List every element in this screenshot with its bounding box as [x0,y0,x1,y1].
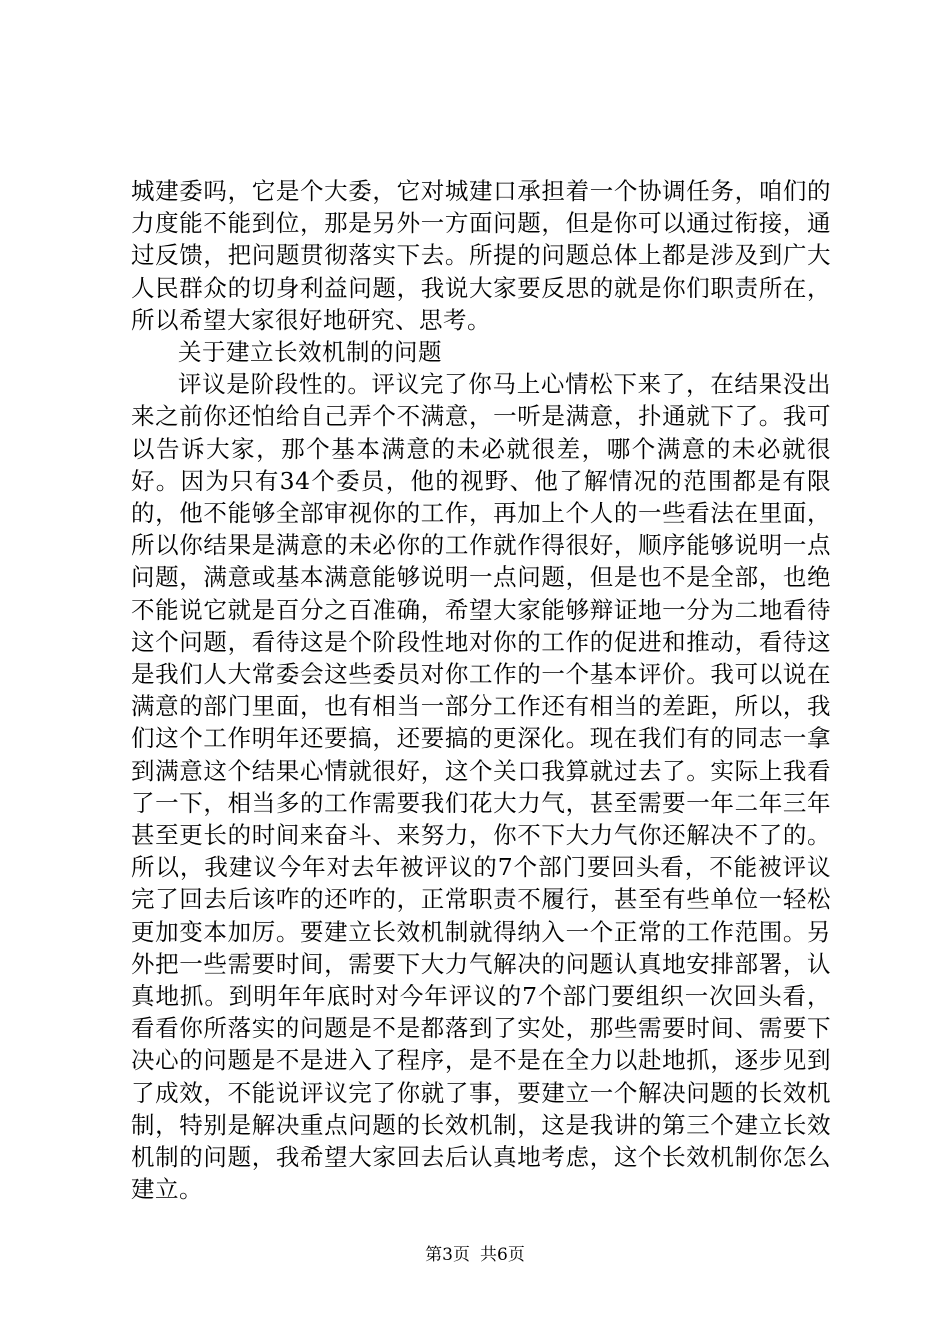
paragraph-body: 评议是阶段性的。评议完了你马上心情松下来了，在结果没出来之前你还怕给自己弄个不满意，一听是满意，扑通就下了。我可以告诉大家，那个基本满意的未必就很差，哪个满意的未必就很好。因为只有34个委员，他的视野、他了解情况的范围都是有限的，他不能够全部审视你的工作，再加上个人的一些看法在里面，所以你结果是满意的未必你的工作就作得很好，顺序能够说明一点问题，满意或基本满意能够说明一点问题，但是也不是全部，也绝不能说它就是百分之百准确，希望大家能够辩证地一分为二地看待这个问题，看待这是个阶段性地对你的工作的促进和推动，看待这是我们人大常委会这些委员对你工作的一个基本评价。我可以说在满意的部门里面，也有相当一部分工作还有相当的差距，所以，我们这个工作明年还要搞，还要搞的更深化。现在我们有的同志一拿到满意这个结果心情就很好，这个关口我算就过去了。实际上我看了一下，相当多的工作需要我们花大力气，甚至需要一年二年三年甚至更长的时间来奋斗、来努力，你不下大力气你还解决不了的。所以，我建议今年对去年被评议的7个部门要回头看，不能被评议完了回去后该咋的还咋的，正常职责不履行，甚至有些单位一轻松更加变本加厉。要建立长效机制就得纳入一个正常的工作范围。另外把一些需要时间，需要下大力气解决的问题认真地安排部署，认真地抓。到明年年底时对今年评议的7个部门要组织一次回头看，看看你所落实的问题是不是都落到了实处，那些需要时间、需要下决心的问题是不是进入了程序，是不是在全力以赴地抓，逐步见到了成效，不能说评议完了你就了事，要建立一个解决问题的长效机制，特别是解决重点问题的长效机制，这是我讲的第三个建立长效机制的问题，我希望大家回去后认真地考虑，这个长效机制你怎么建立。 [131,370,831,1204]
document-body [131,175,831,1206]
page-footer [0,1244,950,1266]
section-heading: 关于建立长效机制的问题 [178,338,442,367]
paragraph-continued: 城建委吗，它是个大委，它对城建口承担着一个协调任务，咱们的力度能不能到位，那是另外一方面问题，但是你可以通过衔接，通过反馈，把问题贯彻落实下去。所提的问题总体上都是涉及到广大人民群众的切身利益问题，我说大家要反思的就是你们职责所在，所以希望大家很好地研究、思考。 [131,177,831,334]
page-total: 共6页 [480,1245,525,1265]
page-number: 第3页 [425,1245,470,1265]
